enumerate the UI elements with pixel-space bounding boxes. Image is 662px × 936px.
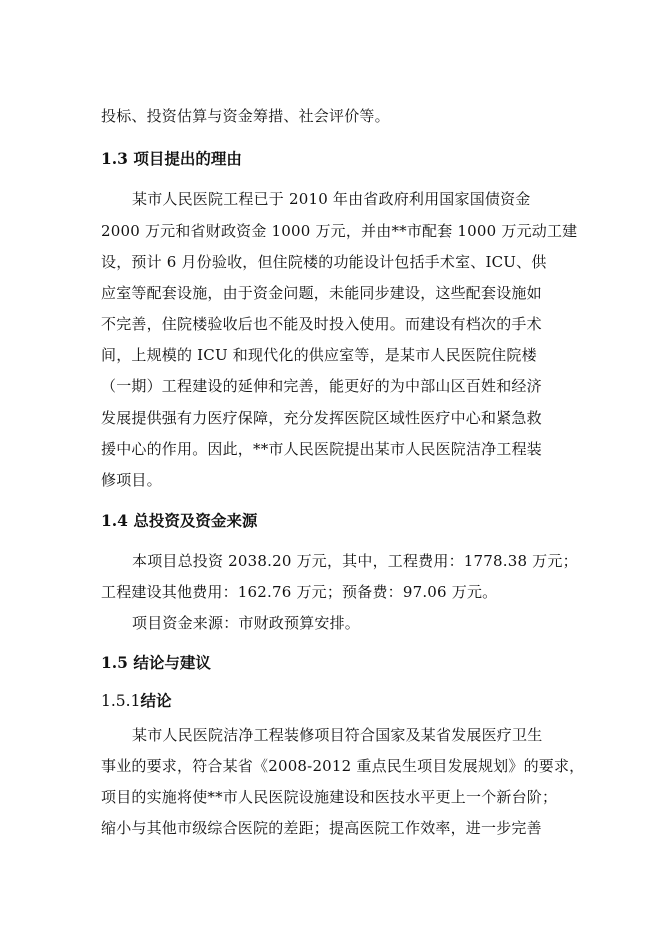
body-text-line: 投标、投资估算与资金筹措、社会评价等。 <box>101 107 390 125</box>
body-text-line: 2000 万元和省财政资金 1000 万元，并由**市配套 1000 万元动工建 <box>101 222 578 240</box>
body-text-line: （一期）工程建设的延伸和完善，能更好的为中部山区百姓和经济 <box>101 377 542 395</box>
section-heading-1-4: 1.4 总投资及资金来源 <box>101 511 258 530</box>
body-text-line: 间，上规模的 ICU 和现代化的供应室等，是某市人民医院住院楼 <box>101 346 537 364</box>
body-text-line: 不完善，住院楼验收后也不能及时投入使用。而建设有档次的手术 <box>101 315 542 333</box>
section-heading-1-5: 1.5 结论与建议 <box>101 653 211 672</box>
body-text-line: 工程建设其他费用：162.76 万元；预备费：97.06 万元。 <box>101 583 498 601</box>
body-text-line: 缩小与其他市级综合医院的差距；提高医院工作效率，进一步完善 <box>101 819 542 837</box>
body-text-line: 事业的要求，符合某省《2008-2012 重点民生项目发展规划》的要求， <box>101 757 585 775</box>
body-text-line: 应室等配套设施，由于资金问题，未能同步建设，这些配套设施如 <box>101 284 542 302</box>
body-text-line: 本项目总投资 2038.20 万元，其中，工程费用：1778.38 万元； <box>132 552 578 570</box>
body-text-line: 某市人民医院洁净工程装修项目符合国家及某省发展医疗卫生 <box>132 726 543 744</box>
body-text-line: 修项目。 <box>101 471 162 489</box>
body-text-line: 项目的实施将使**市人民医院设施建设和医技水平更上一个新台阶； <box>101 788 558 806</box>
body-text-line: 援中心的作用。因此，**市人民医院提出某市人民医院洁净工程装 <box>101 440 543 458</box>
body-text-line: 某市人民医院工程已于 2010 年由省政府利用国家国债资金 <box>132 190 531 208</box>
subsection-title: 结论 <box>140 691 172 710</box>
subsection-heading-1-5-1 <box>101 690 171 712</box>
body-text-line: 发展提供强有力医疗保障，充分发挥医院区域性医疗中心和紧急救 <box>101 409 542 427</box>
subsection-number: 1.5.1 <box>101 692 141 710</box>
body-text-line: 项目资金来源：市财政预算安排。 <box>132 614 361 632</box>
body-text-line: 设，预计 6 月份验收，但住院楼的功能设计包括手术室、ICU、供 <box>101 253 547 271</box>
section-heading-1-3: 1.3 项目提出的理由 <box>101 149 242 168</box>
